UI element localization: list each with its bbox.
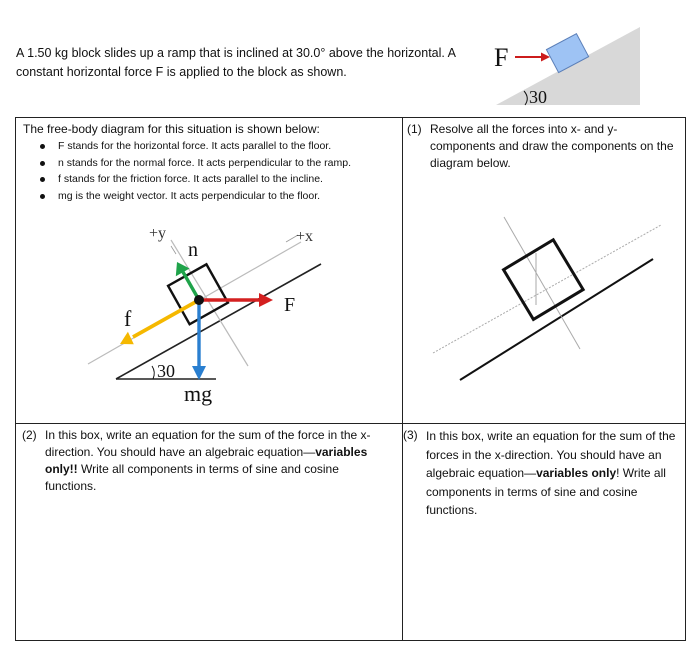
label-plus-y: +y xyxy=(149,225,167,242)
fbd-angle-arc xyxy=(152,366,154,379)
question-3-text-a: In this box, write an equation for the sum of the forces in the x-direction. You should have an algebraic equation— xyxy=(426,429,676,480)
question-2-text-a: In this box, write an equation for the sum of the force in the x-direction. You should have an algebraic equation— xyxy=(45,428,371,459)
small-force-label: F xyxy=(494,43,509,72)
label-F: F xyxy=(284,294,296,316)
small-angle-label: 30 xyxy=(529,87,547,107)
force-f-arrowhead xyxy=(120,332,134,345)
question-2-bold: variables only!! xyxy=(45,445,368,476)
force-mg-arrowhead xyxy=(192,366,206,380)
question-1-number: (1) xyxy=(407,122,422,136)
force-origin-dot xyxy=(194,295,204,305)
bullet-n: n stands for the normal force. It acts perpendicular to the ramp. xyxy=(40,155,351,172)
label-mg: mg xyxy=(184,381,213,406)
resolve-block xyxy=(504,240,584,320)
fbd-bullets xyxy=(40,138,351,204)
label-plus-x: +x xyxy=(296,228,314,245)
incline-line xyxy=(116,264,321,379)
question-2-text xyxy=(45,427,390,495)
resolve-diagram xyxy=(403,203,687,403)
bullet-f: f stands for the friction force. It acts parallel to the incline. xyxy=(40,171,351,188)
resolve-incline-line xyxy=(460,259,653,380)
intro-text: A 1.50 kg block slides up a ramp that is inclined at 30.0° above the horizontal. A constant horizontal force F is applied to the block as shown. xyxy=(16,46,456,79)
question-2-number: (2) xyxy=(22,428,37,442)
question-1-text: Resolve all the forces into x- and y-components and draw the components on the diagram below. xyxy=(430,122,674,170)
bullet-F: F stands for the horizontal force. It acts parallel to the floor. xyxy=(40,138,351,155)
worksheet-grid xyxy=(15,117,686,641)
y-axis-line xyxy=(171,240,248,366)
label-angle-30: 30 xyxy=(157,361,175,381)
question-3-number: (3) xyxy=(403,428,418,442)
question-2-text-b: Write all components in terms of sine and cosine functions. xyxy=(45,462,339,493)
force-f-arrow xyxy=(133,300,199,337)
fbd-title: The free-body diagram for this situation is shown below: xyxy=(23,122,320,136)
question-3-text-b: ! Write all components in terms of sine and cosine functions. xyxy=(426,466,666,517)
grid-divider-horizontal xyxy=(16,423,685,424)
question-3-bold: variables only xyxy=(536,466,617,480)
ramp-figure xyxy=(488,14,648,110)
label-n: n xyxy=(188,239,198,261)
bullet-mg: mg is the weight vector. It acts perpendicular to the floor. xyxy=(40,188,351,205)
label-f: f xyxy=(124,306,132,331)
fbd-diagram xyxy=(16,218,401,418)
question-3-text xyxy=(426,427,678,520)
